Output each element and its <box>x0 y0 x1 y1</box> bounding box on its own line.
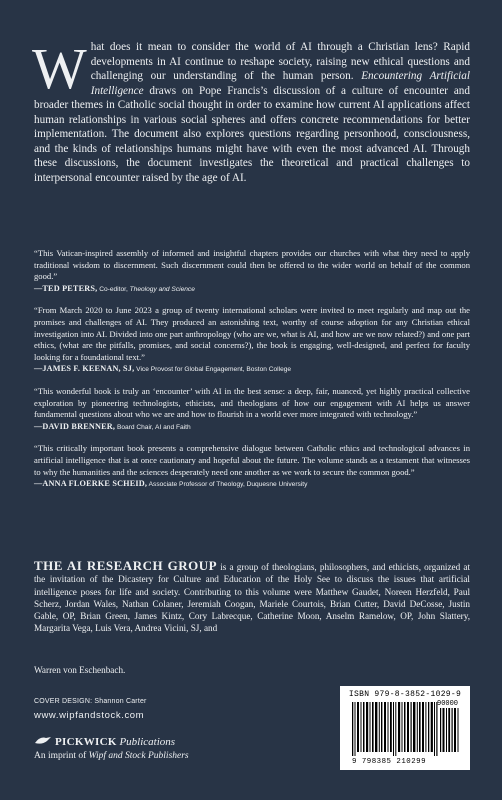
endorsement-attribution <box>34 283 470 296</box>
imprint-name: Wipf and Stock Publishers <box>88 751 189 761</box>
description-text-2: draws on Pope Francis’s discussion of a culture of encounter and broader themes in Catholic social thought in order to examine how current AI applications affect human relationships in various social spheres and offers concrete recommendations for better implementation. The document also explores questions regarding personhood, consciousness, and the kinds of relationships humans might have with even the most advanced AI. Through these discussions, the document investigates the theoretical and practical challenges to interpersonal encounter raised by the age of AI. <box>34 84 470 184</box>
endorsement-quote: “From March 2020 to June 2023 a group of twenty international scholars were invited to meet regularly and map out the promises and challenges of AI. They produced an astonishing text, worthy of course adoption for any Christian ethical investigation into AI. Divided into one part anthropology (who are we, what is AI, and how are we now related?) and one part ethics, (what are the pitfalls, promises, and social concerns?), the book is engaging, well-designed, and perfect for faculty looking for a foundational text.” <box>34 305 470 362</box>
endorser-role: Associate Professor of Theology, Duquesne University <box>147 481 308 489</box>
endorsement-attribution <box>34 421 470 434</box>
endorsement-attribution <box>34 478 470 491</box>
imprint-prefix: An imprint of <box>34 751 89 761</box>
ean-number: 9 798385 210299 <box>352 758 427 766</box>
endorsement-4 <box>34 443 470 490</box>
cover-design-credit: COVER DESIGN: Shannon Carter <box>34 698 147 705</box>
endorser-role: Vice Provost for Global Engagement, Boston College <box>134 366 292 374</box>
imprint-line <box>34 751 189 761</box>
description-book-title: Encountering Artificial Intelligence <box>90 70 470 97</box>
endorser-name: —ANNA FLOERKE SCHEID, <box>34 479 148 489</box>
group-title: THE AI RESEARCH GROUP <box>34 558 218 573</box>
endorsement-quote: “This wonderful book is truly an ‘encounter’ with AI in the best sense: a deep, fair, nuanced, yet highly practical collective exploration by pioneering technologists, ethicists, and theologians of how our engagement with AI helps us answer fundamental questions about who we are and how to flourish in a world ever more integrated with technology.” <box>34 385 470 420</box>
endorsement-quote: “This critically important book presents a comprehensive dialogue between Catholic ethics and technological advances in artificial intelligence that is at once cautionary and hopeful about the future. The volume stands as a testament that witnesses to why the humanities and the sciences desperately need one another as we work to secure the common good.” <box>34 443 470 477</box>
barcode <box>340 686 470 770</box>
group-text-last-line: Warren von Eschenbach. <box>34 665 126 675</box>
endorser-name: —TED PETERS, <box>34 283 98 293</box>
endorser-name: —DAVID BRENNER, <box>34 421 116 431</box>
drop-cap: W <box>32 36 87 101</box>
publisher-website: www.wipfandstock.com <box>34 710 145 721</box>
publisher-name-suffix: Publications <box>116 736 176 749</box>
pickwick-logo-icon <box>34 735 52 750</box>
author-group-bio <box>34 560 470 635</box>
publisher-name-main: PICKWICK <box>55 736 117 749</box>
isbn-label: ISBN 979-8-3852-1029-9 <box>348 690 462 699</box>
endorsement-2 <box>34 305 470 376</box>
endorser-role: Board Chair, AI and Faith <box>115 423 191 431</box>
group-text: is a group of theologians, philosophers, and ethicists, organized at the invitation of the Dicastery for Culture and Education of the Holy See to discuss the issues that artificial intelligence poses for life and society. Contributing to this volume were Matthew Gaudet, Noreen Herzfeld, Paul Scherz, Jordan Wales, Nathan Colaner, Jeremiah Coogan, Mariele Courtois, Brian Cutter, David DeCosse, Justin Gable, OP, Brian Green, James Kintz, Cory Labrecque, Catherine Moon, Anselm Ramelow, OP, John Slattery, Margarita Vega, Luis Vera, Andrea Vicini, SJ, and <box>34 562 470 634</box>
endorsement-attribution <box>34 363 470 376</box>
endorser-name: —JAMES F. KEENAN, SJ, <box>34 364 135 374</box>
price-code: 90000 <box>437 700 459 708</box>
endorser-role-italic: Theology and Science <box>129 285 195 293</box>
book-description <box>32 36 470 185</box>
publisher-name <box>34 735 175 750</box>
endorsements <box>34 248 470 501</box>
endorsement-quote: “This Vatican-inspired assembly of informed and insightful chapters provides our churches with what they need to apply traditional wisdom to discernment. Such discernment could then be offered to the wider world on behalf of the common good.” <box>34 248 470 282</box>
endorser-role: Co-editor, <box>97 285 130 293</box>
endorsement-1 <box>34 248 470 295</box>
description-text-1: hat does it mean to consider the world of AI through a Christian lens? Rapid developments in AI continue to reshape society, raising new ethical questions and challenging our understanding of the human person. <box>90 41 470 82</box>
endorsement-3 <box>34 386 470 433</box>
